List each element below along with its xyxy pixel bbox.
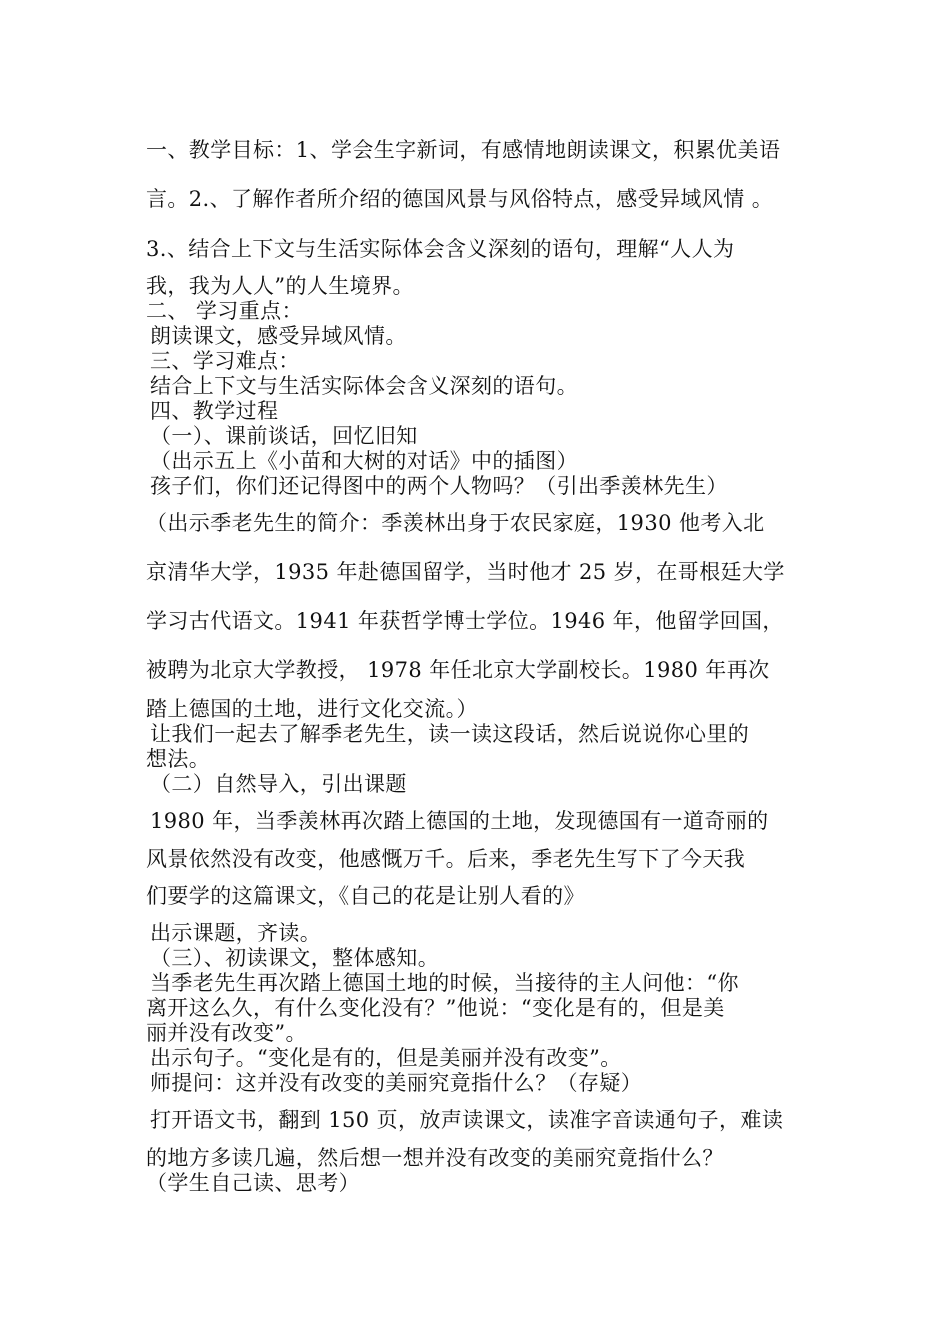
text-line: 的地方多读几遍，然后想一想并没有改变的美丽究竟指什么？ bbox=[146, 1146, 724, 1170]
section-heading: 三、学习难点： bbox=[150, 349, 300, 373]
text-line: 出示课题，齐读。 bbox=[150, 921, 322, 945]
text-line: （出示五上《小苗和大树的对话》中的插图） bbox=[150, 449, 578, 473]
text-line: 朗读课文，感受异域风情。 bbox=[150, 324, 407, 348]
text-line: 结合上下文与生活实际体会含义深刻的语句。 bbox=[150, 374, 578, 398]
text-line: 离开这么久，有什么变化没有？”他说：“变化是有的，但是美 bbox=[146, 996, 725, 1020]
text-line: 让我们一起去了解季老先生，读一读这段话，然后说说你心里的 bbox=[150, 722, 750, 746]
text-line: 被聘为北京大学教授， 1978 年任北京大学副校长。1980 年再次 bbox=[146, 658, 770, 682]
subsection-heading: （一）、课前谈话，回忆旧知 bbox=[150, 424, 418, 448]
text-line: 3.、结合上下文与生活实际体会含义深刻的语句，理解“人人为 bbox=[146, 237, 735, 261]
text-line: 一、教学目标：1、学会生字新词，有感情地朗读课文，积累优美语 bbox=[146, 138, 781, 162]
text-line: 我，我为人人”的人生境界。 bbox=[146, 274, 414, 298]
subsection-heading: （二）自然导入，引出课题 bbox=[150, 772, 407, 796]
text-line: 师提问：这并没有改变的美丽究竟指什么？（存疑） bbox=[150, 1071, 643, 1095]
text-line: 孩子们，你们还记得图中的两个人物吗？（引出季羡林先生） bbox=[150, 474, 728, 498]
text-line: 言。2.、了解作者所介绍的德国风景与风俗特点，感受异域风情 。 bbox=[146, 187, 774, 211]
text-line: 丽并没有改变”。 bbox=[146, 1021, 307, 1045]
text-line: 踏上德国的土地，进行文化交流。） bbox=[146, 697, 478, 721]
subsection-heading: （三）、初读课文，整体感知。 bbox=[150, 946, 440, 970]
text-line: （学生自己读、思考） bbox=[146, 1171, 360, 1195]
text-line: 学习古代语文。1941 年获哲学博士学位。1946 年，他留学回国， bbox=[146, 609, 784, 633]
text-line: 当季老先生再次踏上德国土地的时候，当接待的主人问他：“你 bbox=[150, 971, 739, 995]
text-line: 风景依然没有改变，他感慨万千。后来，季老先生写下了今天我 bbox=[146, 847, 746, 871]
section-heading: 四、教学过程 bbox=[150, 399, 279, 423]
text-line: 想法。 bbox=[146, 747, 211, 771]
text-line: 1980 年，当季羡林再次踏上德国的土地，发现德国有一道奇丽的 bbox=[150, 809, 769, 833]
text-line: 打开语文书，翻到 150 页，放声读课文，读准字音读通句子，难读 bbox=[150, 1108, 784, 1132]
text-line: 京清华大学，1935 年赴德国留学，当时他才 25 岁，在哥根廷大学 bbox=[146, 560, 785, 584]
text-line: （出示季老先生的简介：季羡林出身于农民家庭，1930 他考入北 bbox=[146, 511, 765, 535]
section-heading: 二、 学习重点： bbox=[146, 299, 303, 323]
text-line: 出示句子。“变化是有的，但是美丽并没有改变”。 bbox=[150, 1046, 622, 1070]
text-line: 们要学的这篇课文，《自己的花是让别人看的》 bbox=[146, 884, 585, 908]
